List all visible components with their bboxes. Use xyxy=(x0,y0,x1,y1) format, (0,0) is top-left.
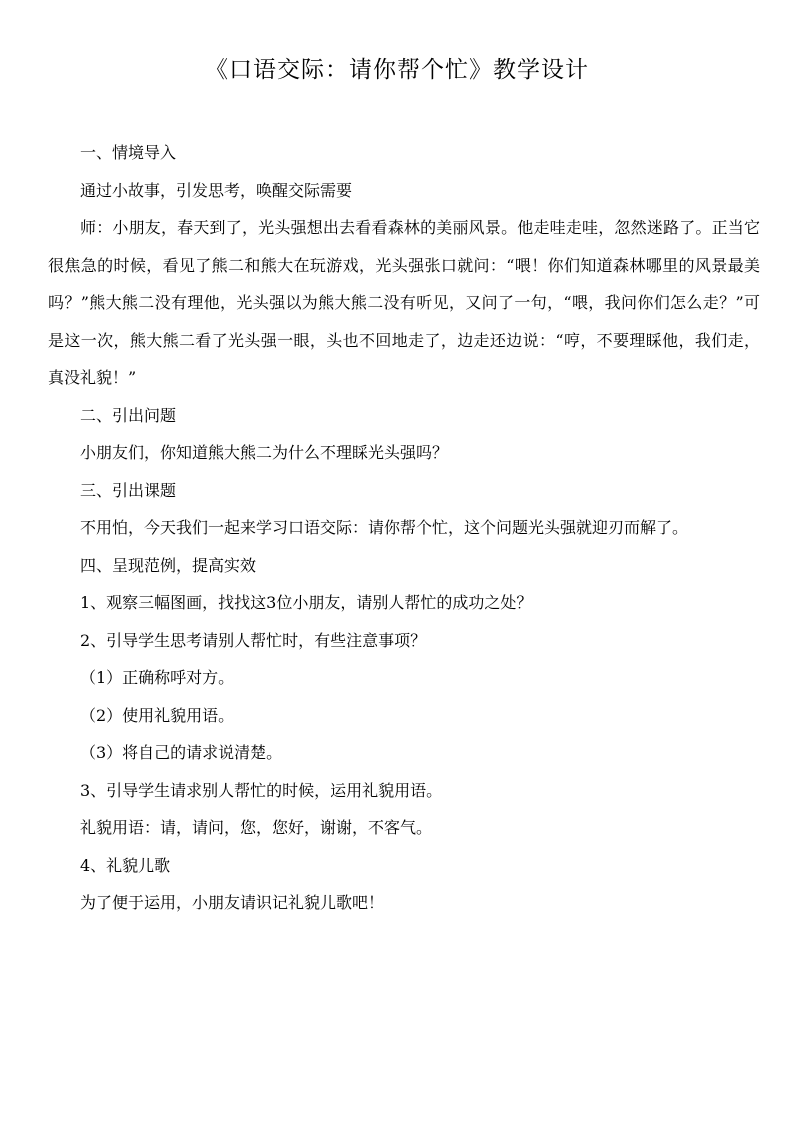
list-item-3: 3、引导学生请求别人帮忙的时候，运用礼貌用语。 xyxy=(80,780,443,800)
sub-item-3: （3）将自己的请求说清楚。 xyxy=(80,743,283,762)
sub-item-1: （1）正确称呼对方。 xyxy=(80,668,235,687)
paragraph-intro-purpose: 通过小故事，引发思考，唤醒交际需要 xyxy=(80,180,353,200)
document-body xyxy=(48,134,760,922)
polite-words: 礼貌用语：请，请问，您，您好，谢谢，不客气。 xyxy=(80,818,433,837)
list-item-1: 1、观察三幅图画，找找这3位小朋友，请别人帮忙的成功之处？ xyxy=(80,593,533,612)
paragraph-topic: 不用怕，今天我们一起来学习口语交际：请你帮个忙，这个问题光头强就迎刃而解了。 xyxy=(80,518,689,537)
section-heading-intro: 一、情境导入 xyxy=(80,143,177,162)
sub-item-2: （2）使用礼貌用语。 xyxy=(80,705,235,725)
section-heading-question: 二、引出问题 xyxy=(80,405,177,425)
paragraph-closing: 为了便于运用，小朋友请识记礼貌儿歌吧！ xyxy=(80,893,385,912)
list-item-4: 4、礼貌儿歌 xyxy=(80,855,171,875)
document-title: 《口语交际：请你帮个忙》教学设计 xyxy=(205,57,589,83)
section-heading-examples: 四、呈现范例，提高实效 xyxy=(80,555,257,575)
list-item-2: 2、引导学生思考请别人帮忙时，有些注意事项？ xyxy=(80,630,427,650)
section-heading-topic: 三、引出课题 xyxy=(80,480,177,500)
paragraph-story: 师：小朋友，春天到了，光头强想出去看看森林的美丽风景。他走哇走哇，忽然迷路了。正当它很焦急的时候，看见了熊二和熊大在玩游戏，光头强张口就问：“喂！你们知道森林哪里的风景最美吗？”熊大熊二没有理他，光头强以为熊大熊二没有听见，又问了一句，“喂，我问你们怎么走？”可是这一次，熊大熊二看了光头强一眼，头也不回地走了，边走还边说：“哼，不要理睬他，我们走，真没礼貌！” xyxy=(48,218,760,387)
paragraph-question: 小朋友们，你知道熊大熊二为什么不理睬光头强吗？ xyxy=(80,443,449,462)
